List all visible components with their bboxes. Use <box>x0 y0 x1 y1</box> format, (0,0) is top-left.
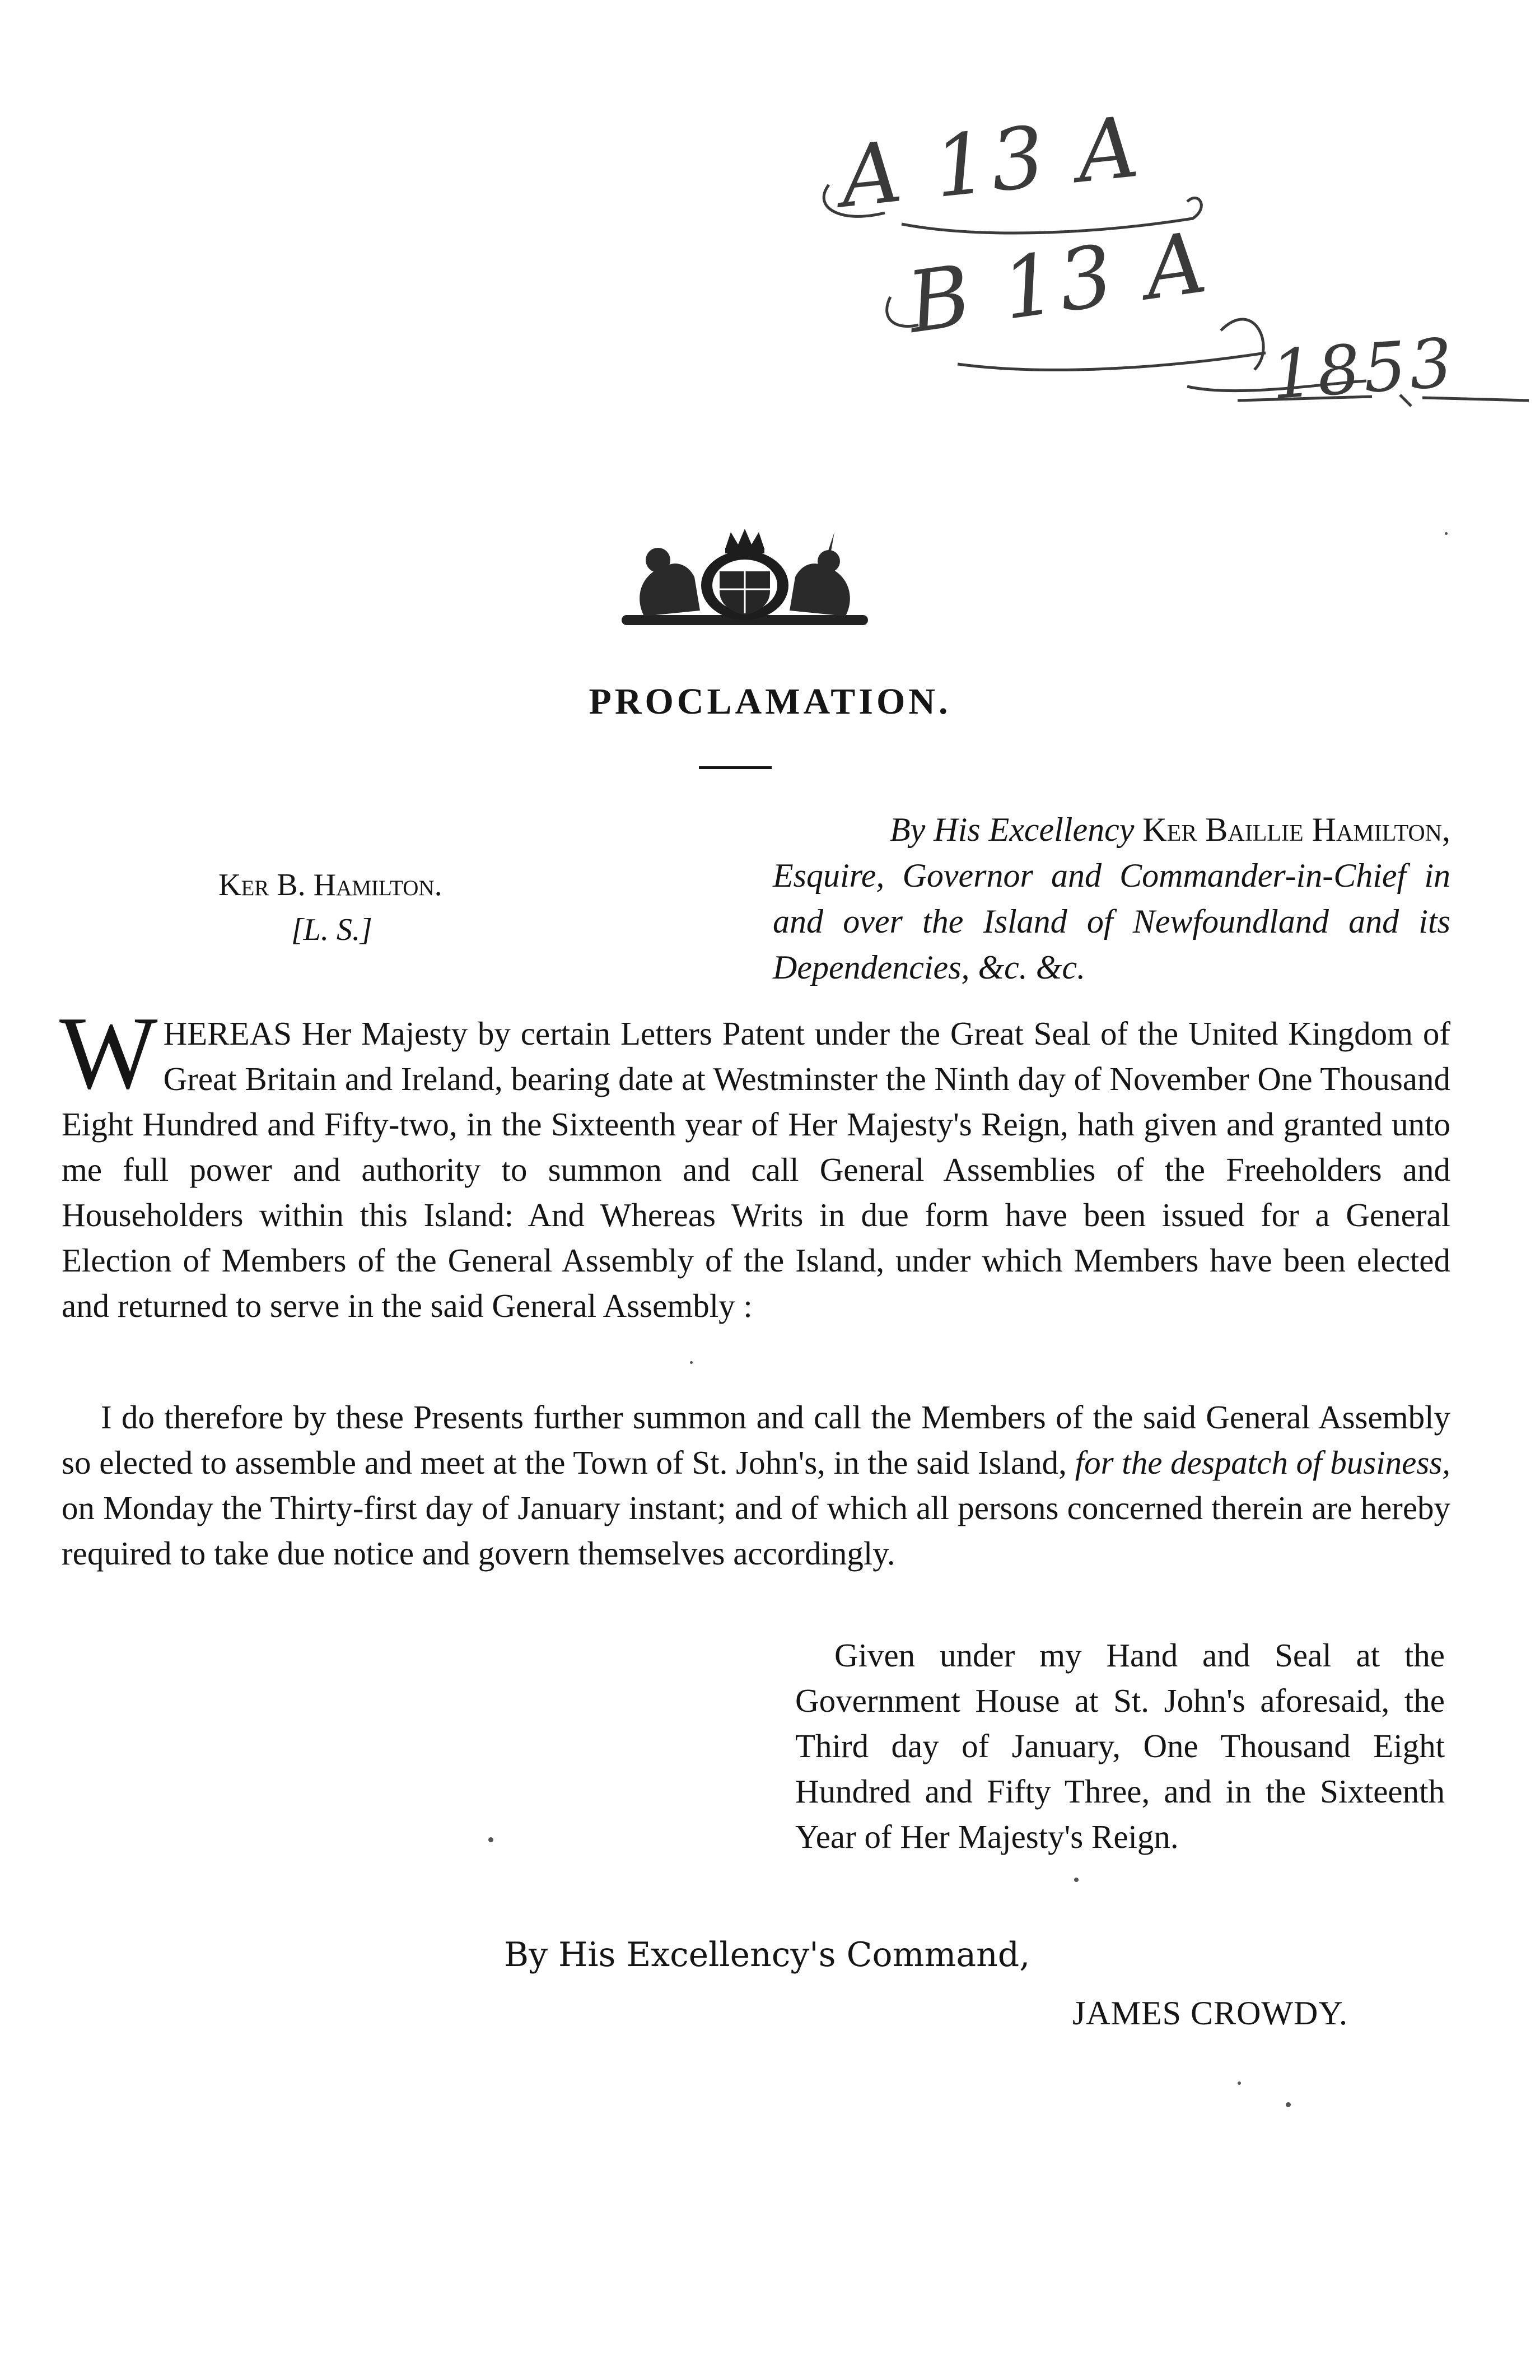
whereas-text: HEREAS Her Majesty by certain Letters Patent under the Great Seal of the United Kingdom of Great Britain and Ireland, bearing date at Westminster the Ninth day of November One Thousand Eight Hundred and Fifty-two, in the Sixteenth year of Her Majesty's Reign, hath given and granted unto me full power and authority to summon and call General Assemblies of the Freeholders and Householders within this Island: And Whereas Writs in due form have been issued for a General Election of Members of the General Assembly of the Island, under which Members have been elected and returned to serve in the said General Assembly : <box>62 1015 1450 1324</box>
governor-name: Ker Baillie Hamilton, <box>1142 811 1450 848</box>
whereas-paragraph <box>59 995 1450 1329</box>
seal-mark: [L. S.] <box>291 912 372 947</box>
archive-mark-1: A 13 A <box>836 98 1146 227</box>
command-line: By His Excellency's Command, <box>504 1935 1030 1974</box>
given-under-text: Given under my Hand and Seal at the Government House at St. John's aforesaid, the Third day of January, One Thousand Eight Hundred and Fifty Three, and in the Sixteenth Year of Her Majesty's Reign. <box>795 1637 1445 1855</box>
archive-year-underline <box>1232 381 1534 414</box>
governor-signature <box>218 868 442 903</box>
ink-speck <box>1286 2102 1291 2107</box>
signature-first-name: Ker <box>218 868 269 902</box>
ink-speck <box>1074 1878 1079 1882</box>
archive-mark-2: B 13 A <box>902 213 1216 352</box>
given-under-block <box>795 1633 1445 1860</box>
ink-speck <box>1445 532 1448 535</box>
summons-paragraph <box>62 1395 1450 1576</box>
summons-emphasis: for the despatch of business, <box>1075 1444 1451 1481</box>
summons-text-before: I do therefore by these Presents further summon and call the Members of the said General Assembly so elected to assemble and meet at the Town of St. John's, in the said Island, <box>62 1399 1450 1481</box>
proclamation-heading <box>773 807 1450 990</box>
drop-cap: W <box>59 995 158 1111</box>
heading-prefix: By His Excellency <box>889 811 1143 848</box>
heading-text: Esquire, Governor and Commander-in-Chief in and over the Island of Newfoundland and its Dependencies, &c. &c. <box>773 857 1450 986</box>
title-rule <box>699 766 772 769</box>
ink-speck <box>1238 2081 1241 2085</box>
heading-first-line <box>773 807 1450 853</box>
proclamation-title: PROCLAMATION. <box>589 681 951 722</box>
secretary-name: JAMES CROWDY. <box>1072 1995 1348 2032</box>
royal-coat-of-arms-image <box>610 527 879 633</box>
archive-year: 1853 <box>1268 324 1458 415</box>
ink-speck <box>488 1837 493 1842</box>
summons-text-after: on Monday the Thirty-first day of January instant; and of which all persons concerned therein are hereby required to take due notice and govern themselves accordingly. <box>62 1489 1450 1572</box>
ink-speck <box>690 1361 693 1364</box>
signature-last-name: B. Hamilton. <box>277 868 442 902</box>
